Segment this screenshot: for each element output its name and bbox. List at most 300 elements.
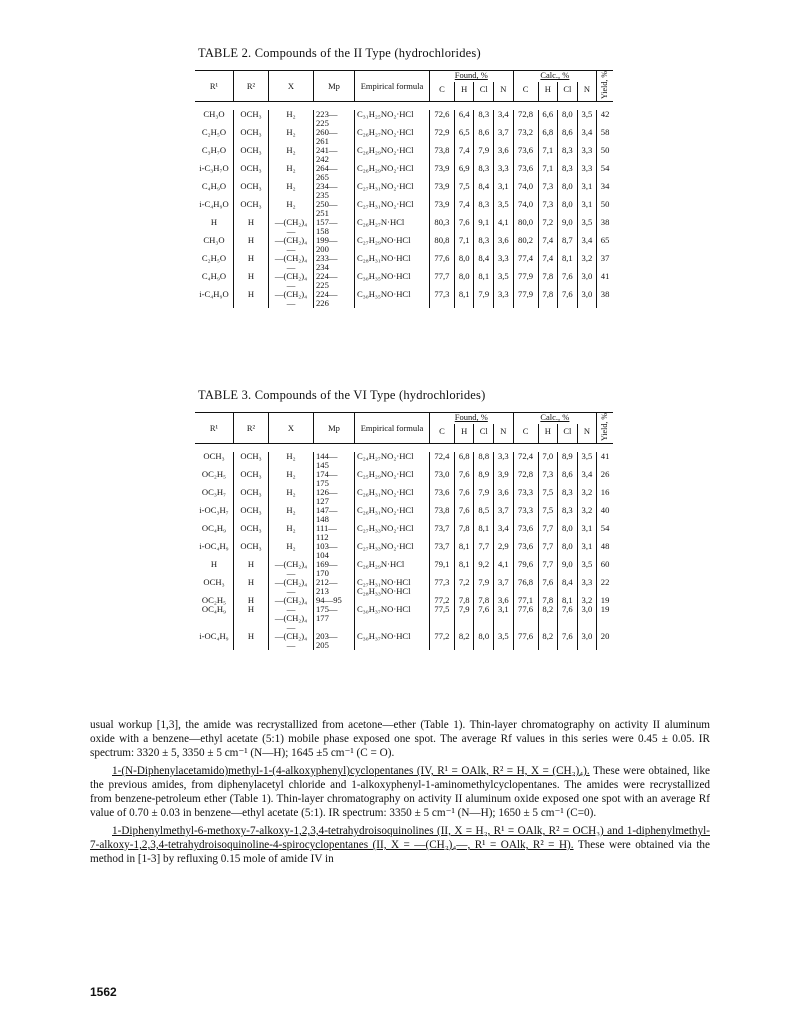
cell-found-c: 73,9	[430, 182, 455, 200]
cell-r2: OCH₃	[234, 128, 269, 146]
cell-found-c: 73,9	[430, 200, 455, 218]
cell-mp: 147— 148	[314, 506, 355, 524]
cell-calc-h: 7,5	[538, 506, 558, 524]
cell-calc-n: 3,5	[577, 218, 597, 236]
header-calc-c: C	[513, 424, 538, 443]
cell-found-c: 77,2 77,5	[430, 596, 455, 632]
cell-calc-c: 73,3	[513, 506, 538, 524]
cell-r1: CH₃O	[203, 235, 225, 246]
cell-calc-c: 73,6	[513, 164, 538, 182]
header-found-n: N	[494, 424, 514, 443]
cell-r1: OC₃H₇	[201, 486, 227, 497]
cell-found-cl: 8,6	[474, 128, 494, 146]
cell-calc-h: 7,7	[538, 524, 558, 542]
cell-found-n: 3,3	[494, 452, 514, 470]
cell-r1: C₄H₉O	[201, 271, 227, 282]
cell-found-cl: 8,4	[474, 182, 494, 200]
cell-found-h: 7,6	[454, 218, 474, 236]
cell-found-cl: 8,9	[474, 470, 494, 488]
cell-x: H₂	[269, 182, 314, 200]
cell-x: H₂	[269, 128, 314, 146]
cell-formula: C₂₆H₂₇NO₂·HCl	[355, 128, 430, 146]
cell-calc-c: 80,0	[513, 218, 538, 236]
cell-found-n: 3,1	[494, 182, 514, 200]
cell-calc-h: 7,3	[538, 182, 558, 200]
cell-mp: 126— 127	[314, 488, 355, 506]
table-row	[195, 578, 613, 596]
cell-r2: OCH₃	[234, 200, 269, 218]
header-found: Found, %	[430, 71, 514, 83]
cell-calc-c: 73,6	[513, 524, 538, 542]
cell-formula: C₃₀H₃₅NO·HCl	[355, 272, 430, 290]
header-yield: Yield, %	[597, 71, 613, 102]
table3-caption: TABLE 3. Compounds of the VI Type (hydrochlorides)	[198, 388, 486, 402]
cell-calc-n: 3,2 3,0	[577, 596, 597, 632]
cell-r1: C₃H₇O	[201, 144, 227, 155]
cell-yield: 37	[597, 254, 613, 272]
cell-calc-c: 74,0	[513, 182, 538, 200]
header-found-c: C	[430, 82, 455, 101]
cell-calc-cl: 8,1	[558, 254, 578, 272]
cell-mp: 212— 213	[314, 578, 355, 596]
cell-found-c: 72,6	[430, 110, 455, 128]
header-x: X	[269, 413, 314, 444]
cell-calc-h: 7,8	[538, 272, 558, 290]
cell-found-cl: 8,3	[474, 200, 494, 218]
cell-found-h: 6,4	[454, 110, 474, 128]
cell-yield: 65	[597, 236, 613, 254]
header-calc-cl: Cl	[558, 424, 578, 443]
cell-x: —(CH₂)₄—	[269, 632, 314, 650]
cell-found-n: 3,5	[494, 200, 514, 218]
cell-yield: 26	[597, 470, 613, 488]
cell-calc-c: 77,9	[513, 272, 538, 290]
cell-yield: 50	[597, 200, 613, 218]
table-row	[195, 290, 613, 308]
cell-found-h: 6,5	[454, 128, 474, 146]
cell-found-n: 3,4	[494, 524, 514, 542]
cell-x: —(CH₂)₄—	[269, 290, 314, 308]
cell-found-cl: 7,9	[474, 290, 494, 308]
cell-found-n: 4,1	[494, 560, 514, 578]
cell-r2: OCH₃	[234, 146, 269, 164]
table-row	[195, 452, 613, 470]
cell-mp: 94—95 175— 177	[314, 596, 355, 632]
cell-r1: C₂H₅O	[201, 126, 227, 137]
header-calc: Calc., %	[513, 413, 597, 425]
cell-yield: 60	[597, 560, 613, 578]
cell-calc-h: 7,0	[538, 452, 558, 470]
cell-calc-cl: 8,9	[558, 452, 578, 470]
cell-calc-h: 7,1	[538, 164, 558, 182]
cell-found-n: 3,5	[494, 632, 514, 650]
cell-r2: H	[234, 236, 269, 254]
cell-x: H₂	[269, 146, 314, 164]
cell-calc-n: 3,3	[577, 578, 597, 596]
cell-x: H₂	[269, 542, 314, 560]
cell-r1: i-C₄H₉O	[199, 289, 229, 300]
cell-calc-h: 6,8	[538, 128, 558, 146]
cell-calc-c: 77,6	[513, 632, 538, 650]
cell-calc-n: 3,5	[577, 560, 597, 578]
cell-found-c: 77,6	[430, 254, 455, 272]
cell-found-cl: 8,3	[474, 110, 494, 128]
cell-r1: H	[210, 559, 218, 570]
cell-calc-cl: 8,1 7,6	[558, 596, 578, 632]
cell-calc-h: 7,8 8,2	[538, 596, 558, 632]
header-found-cl: Cl	[474, 82, 494, 101]
cell-calc-n: 3,3	[577, 146, 597, 164]
cell-found-h: 7,6	[454, 506, 474, 524]
cell-found-c: 73,9	[430, 164, 455, 182]
cell-yield: 41	[597, 272, 613, 290]
cell-mp: 199— 200	[314, 236, 355, 254]
cell-r1: i-C₃H₇O	[199, 163, 229, 174]
cell-found-n: 2,9	[494, 542, 514, 560]
cell-found-h: 8,0	[454, 254, 474, 272]
cell-calc-c: 76,8	[513, 578, 538, 596]
cell-found-cl: 8,1	[474, 272, 494, 290]
cell-calc-cl: 8,6	[558, 128, 578, 146]
cell-yield: 34	[597, 182, 613, 200]
cell-r2: H	[234, 254, 269, 272]
cell-mp: 157— 158	[314, 218, 355, 236]
cell-formula: C₃₁H₂₅NO₂·HCl	[355, 110, 430, 128]
cell-x: H₂	[269, 470, 314, 488]
cell-found-n: 3,3	[494, 164, 514, 182]
cell-calc-h: 6,6	[538, 110, 558, 128]
cell-x: —(CH₂)₄—	[269, 236, 314, 254]
cell-found-h: 6,9	[454, 164, 474, 182]
cell-r1: i-OC₄H₉	[199, 541, 229, 552]
paragraph-3-heading: 1-Diphenylmethyl-6-methoxy-7-alkoxy-1,2,3,4-tetrahydroisoquinolines (II, X = H₂, R¹ = OAlk, R² = OCH₃) and 1-diphenylmethyl-7-alkoxy-1,2,3,4-tetrahydroisoquinoline-4-spirocyclopentanes (II, X = —(CH₂)₄—, R¹ = OAlk, R² = H).	[90, 825, 710, 851]
cell-x: —(CH₂)₄—	[269, 578, 314, 596]
table-row	[195, 632, 613, 650]
header-calc-cl: Cl	[558, 82, 578, 101]
cell-calc-cl: 8,4	[558, 578, 578, 596]
cell-found-h: 7,6	[454, 470, 474, 488]
cell-found-cl: 7,9	[474, 578, 494, 596]
cell-calc-cl: 8,0	[558, 110, 578, 128]
cell-x: —(CH₂)₄—	[269, 272, 314, 290]
cell-x: H₂	[269, 506, 314, 524]
header-calc-n: N	[577, 82, 597, 101]
cell-yield: 58	[597, 128, 613, 146]
cell-r2: OCH₃	[234, 164, 269, 182]
cell-found-n: 3,7	[494, 578, 514, 596]
cell-r2: OCH₃	[234, 182, 269, 200]
cell-x: H₂	[269, 110, 314, 128]
cell-r2: OCH₃	[234, 110, 269, 128]
cell-mp: 144— 145	[314, 452, 355, 470]
cell-formula: C₂₇H₂₉NO·HCl	[355, 236, 430, 254]
cell-found-c: 73,8	[430, 506, 455, 524]
cell-r1: OC₄H₉	[201, 523, 227, 534]
table-row	[195, 218, 613, 236]
cell-yield: 38	[597, 290, 613, 308]
cell-found-n: 3,6	[494, 236, 514, 254]
cell-calc-n: 3,0	[577, 290, 597, 308]
cell-yield: 41	[597, 452, 613, 470]
cell-x: —(CH₂)₄— —(CH₂)₄—	[269, 596, 314, 632]
cell-formula: C₂₆H₃₁NO₂·HCl	[355, 488, 430, 506]
header-calc-n: N	[577, 424, 597, 443]
cell-found-n: 3,6	[494, 146, 514, 164]
cell-x: —(CH₂)₄—	[269, 560, 314, 578]
cell-r2: OCH₃	[234, 488, 269, 506]
cell-x: H₂	[269, 488, 314, 506]
cell-yield: 22	[597, 578, 613, 596]
cell-x: H₂	[269, 452, 314, 470]
table-row	[195, 470, 613, 488]
cell-formula: C₂₇H₃₃NO₂·HCl	[355, 542, 430, 560]
cell-mp: 260— 261	[314, 128, 355, 146]
paragraph-3	[90, 824, 710, 866]
cell-found-c: 77,3	[430, 578, 455, 596]
cell-yield: 38	[597, 218, 613, 236]
cell-calc-h: 7,2	[538, 218, 558, 236]
header-r1: R¹	[195, 71, 234, 102]
cell-found-n: 3,4	[494, 110, 514, 128]
cell-found-cl: 8,0	[474, 632, 494, 650]
cell-calc-n: 3,3	[577, 164, 597, 182]
cell-calc-n: 3,5	[577, 110, 597, 128]
cell-found-c: 80,3	[430, 218, 455, 236]
cell-r2: H	[234, 578, 269, 596]
cell-x: —(CH₂)₄—	[269, 254, 314, 272]
cell-calc-h: 7,6	[538, 578, 558, 596]
cell-r2: H	[234, 218, 269, 236]
table-row	[195, 506, 613, 524]
cell-calc-n: 3,4	[577, 236, 597, 254]
cell-found-c: 80,8	[430, 236, 455, 254]
header-formula: Empirical formula	[355, 71, 430, 102]
cell-calc-n: 3,5	[577, 452, 597, 470]
cell-calc-c: 73,3	[513, 488, 538, 506]
cell-calc-cl: 9,0	[558, 560, 578, 578]
header-r2: R²	[234, 413, 269, 444]
cell-calc-h: 8,2	[538, 632, 558, 650]
cell-calc-c: 74,0	[513, 200, 538, 218]
cell-calc-n: 3,1	[577, 200, 597, 218]
table-row	[195, 524, 613, 542]
cell-found-cl: 7,9	[474, 488, 494, 506]
cell-x: H₂	[269, 524, 314, 542]
cell-formula: C₂₅H₂₉NO₂·HCl	[355, 470, 430, 488]
cell-calc-cl: 8,3	[558, 164, 578, 182]
cell-formula: C₂₆H₂₇N·HCl	[355, 218, 430, 236]
cell-r1: OC₂H₅ OC₄H₉	[201, 595, 227, 615]
cell-calc-cl: 7,6	[558, 632, 578, 650]
cell-calc-cl: 9,0	[558, 218, 578, 236]
cell-formula: C₃₀H₃₇NO·HCl	[355, 632, 430, 650]
table-row	[195, 488, 613, 506]
cell-calc-h: 7,1	[538, 146, 558, 164]
cell-found-cl: 9,1	[474, 218, 494, 236]
cell-yield: 16	[597, 488, 613, 506]
cell-r1: H	[210, 217, 218, 228]
cell-r2: H	[234, 290, 269, 308]
cell-found-c: 73,8	[430, 146, 455, 164]
cell-found-h: 7,4	[454, 200, 474, 218]
cell-found-h: 7,5	[454, 182, 474, 200]
cell-r1: i-C₄H₉O	[199, 199, 229, 210]
cell-r2: OCH₃	[234, 470, 269, 488]
table-row	[195, 236, 613, 254]
header-found-c: C	[430, 424, 455, 443]
cell-calc-c: 73,6	[513, 542, 538, 560]
cell-mp: 224— 226	[314, 290, 355, 308]
cell-calc-c: 72,8	[513, 110, 538, 128]
cell-found-cl: 7,9	[474, 146, 494, 164]
cell-mp: 233— 234	[314, 254, 355, 272]
table3	[195, 412, 613, 650]
cell-found-cl: 7,8 7,6	[474, 596, 494, 632]
cell-formula: C₃₀H₃₅NO·HCl	[355, 290, 430, 308]
cell-r1: CH₃O	[203, 108, 225, 119]
cell-yield: 20	[597, 632, 613, 650]
header-mp: Mp	[314, 413, 355, 444]
cell-calc-c: 73,6	[513, 146, 538, 164]
cell-formula: C₂₆H₃₁NO₂·HCl	[355, 506, 430, 524]
cell-mp: 111— 112	[314, 524, 355, 542]
cell-calc-h: 7,4	[538, 236, 558, 254]
cell-calc-c: 80,2	[513, 236, 538, 254]
cell-found-c: 77,2	[430, 632, 455, 650]
paragraph-3-body: These were obtained via the method in [1-3] by refluxing 0.15 mole of amide IV in	[90, 839, 710, 865]
cell-formula: C₂₄H₂₇NO₂·HCl	[355, 452, 430, 470]
table2-caption: TABLE 2. Compounds of the II Type (hydrochlorides)	[198, 46, 481, 60]
cell-yield: 50	[597, 146, 613, 164]
cell-formula: C₂₆H₂₉NO₂·HCl	[355, 146, 430, 164]
header-calc-c: C	[513, 82, 538, 101]
cell-yield: 54	[597, 164, 613, 182]
cell-calc-c: 77,9	[513, 290, 538, 308]
cell-calc-n: 3,0	[577, 632, 597, 650]
cell-found-h: 7,1	[454, 236, 474, 254]
cell-calc-h: 7,7	[538, 560, 558, 578]
cell-found-n: 3,9	[494, 470, 514, 488]
cell-r2: OCH₃	[234, 542, 269, 560]
cell-r2: OCH₃	[234, 524, 269, 542]
cell-found-h: 8,0	[454, 272, 474, 290]
header-found-h: H	[454, 424, 474, 443]
cell-formula: C₂₈H₃₁NO·HCl	[355, 254, 430, 272]
cell-yield: 54	[597, 524, 613, 542]
paragraph-2-heading: 1-(N-Diphenylacetamido)methyl-1-(4-alkoxyphenyl)cyclopentanes (IV, R¹ = OAlk, R² = H, X = (CH₂)₄).	[112, 765, 590, 777]
table-row	[195, 560, 613, 578]
cell-found-n: 3,7	[494, 128, 514, 146]
cell-calc-h: 7,7	[538, 542, 558, 560]
cell-found-h: 7,8	[454, 524, 474, 542]
cell-calc-h: 7,4	[538, 254, 558, 272]
cell-formula: C₂₆H₂₉NO₂·HCl	[355, 164, 430, 182]
page-number: 1562	[90, 985, 117, 999]
cell-mp: 241— 242	[314, 146, 355, 164]
table-row	[195, 164, 613, 182]
cell-yield: 48	[597, 542, 613, 560]
cell-formula: C₂₇H₃₃NO₂·HCl	[355, 524, 430, 542]
cell-found-c: 73,7	[430, 542, 455, 560]
cell-found-n: 3,5	[494, 272, 514, 290]
cell-found-h: 7,2	[454, 578, 474, 596]
cell-formula: C₂₇H₃₁NO₂·HCl	[355, 182, 430, 200]
cell-formula: C₃₀H₃₇NO·HCl	[355, 596, 430, 632]
cell-found-cl: 8,3	[474, 164, 494, 182]
header-formula: Empirical formula	[355, 413, 430, 444]
cell-calc-n: 3,2	[577, 506, 597, 524]
cell-found-n: 3,3	[494, 254, 514, 272]
cell-calc-n: 3,2	[577, 488, 597, 506]
cell-calc-cl: 8,3	[558, 146, 578, 164]
cell-r1: C₂H₅O	[201, 253, 227, 264]
cell-found-n: 3,7	[494, 506, 514, 524]
cell-x: H₂	[269, 164, 314, 182]
cell-mp: 223— 225	[314, 110, 355, 128]
cell-mp: 169— 170	[314, 560, 355, 578]
cell-mp: 250— 251	[314, 200, 355, 218]
header-r2: R²	[234, 71, 269, 102]
cell-found-c: 73,0	[430, 470, 455, 488]
cell-r1: OCH₃	[203, 450, 225, 461]
cell-calc-h: 7,5	[538, 488, 558, 506]
cell-found-cl: 8,1	[474, 524, 494, 542]
header-yield: Yield, %	[597, 413, 613, 444]
cell-calc-cl: 8,3	[558, 488, 578, 506]
cell-found-cl: 8,4	[474, 254, 494, 272]
cell-mp: 103— 104	[314, 542, 355, 560]
cell-found-cl: 9,2	[474, 560, 494, 578]
cell-found-c: 77,7	[430, 272, 455, 290]
cell-formula: C₂₇H₃₁NO₂·HCl	[355, 200, 430, 218]
cell-yield: 42	[597, 110, 613, 128]
cell-found-c: 79,1	[430, 560, 455, 578]
table-row	[195, 542, 613, 560]
table-row	[195, 146, 613, 164]
header-calc: Calc., %	[513, 71, 597, 83]
cell-found-cl: 8,3	[474, 236, 494, 254]
cell-calc-n: 3,2	[577, 254, 597, 272]
cell-calc-h: 7,8	[538, 290, 558, 308]
cell-r2: H	[234, 272, 269, 290]
cell-calc-h: 7,3	[538, 470, 558, 488]
cell-calc-cl: 8,0	[558, 182, 578, 200]
cell-calc-cl: 8,6	[558, 470, 578, 488]
cell-found-h: 6,8	[454, 452, 474, 470]
cell-calc-c: 72,8	[513, 470, 538, 488]
cell-calc-n: 3,0	[577, 272, 597, 290]
cell-mp: 234— 235	[314, 182, 355, 200]
paragraph-2-body: These were obtained, like the previous amides, from diphenylacetyl chloride and 1-alkoxyphenyl-1-aminomethylcyclopentanes. The amides were recrystallized from benzene-petroleum ether (Table 1). Thin-layer chromatography on activity II aluminum oxide exposed one spot with an average Rf value of 0.70 ± 0.03 in benzene—ethyl acetate (5:1). IR spectrum: 3350 ± 5 cm⁻¹ (N—H); 1650 ± 5 cm⁻¹ (C=0).	[90, 765, 710, 819]
cell-yield: 40	[597, 506, 613, 524]
cell-x: —(CH₂)₄—	[269, 218, 314, 236]
cell-found-c: 72,9	[430, 128, 455, 146]
table-row	[195, 128, 613, 146]
table-row	[195, 182, 613, 200]
cell-mp: 174— 175	[314, 470, 355, 488]
cell-calc-n: 3,4	[577, 470, 597, 488]
cell-found-cl: 8,8	[474, 452, 494, 470]
cell-found-n: 3,6 3,1	[494, 596, 514, 632]
cell-found-h: 8,1	[454, 560, 474, 578]
cell-calc-c: 73,2	[513, 128, 538, 146]
cell-calc-c: 79,6	[513, 560, 538, 578]
table-row	[195, 272, 613, 290]
cell-r1: OCH₃	[203, 577, 225, 588]
cell-x: H₂	[269, 200, 314, 218]
cell-calc-cl: 8,0	[558, 524, 578, 542]
cell-r2: OCH₃	[234, 452, 269, 470]
